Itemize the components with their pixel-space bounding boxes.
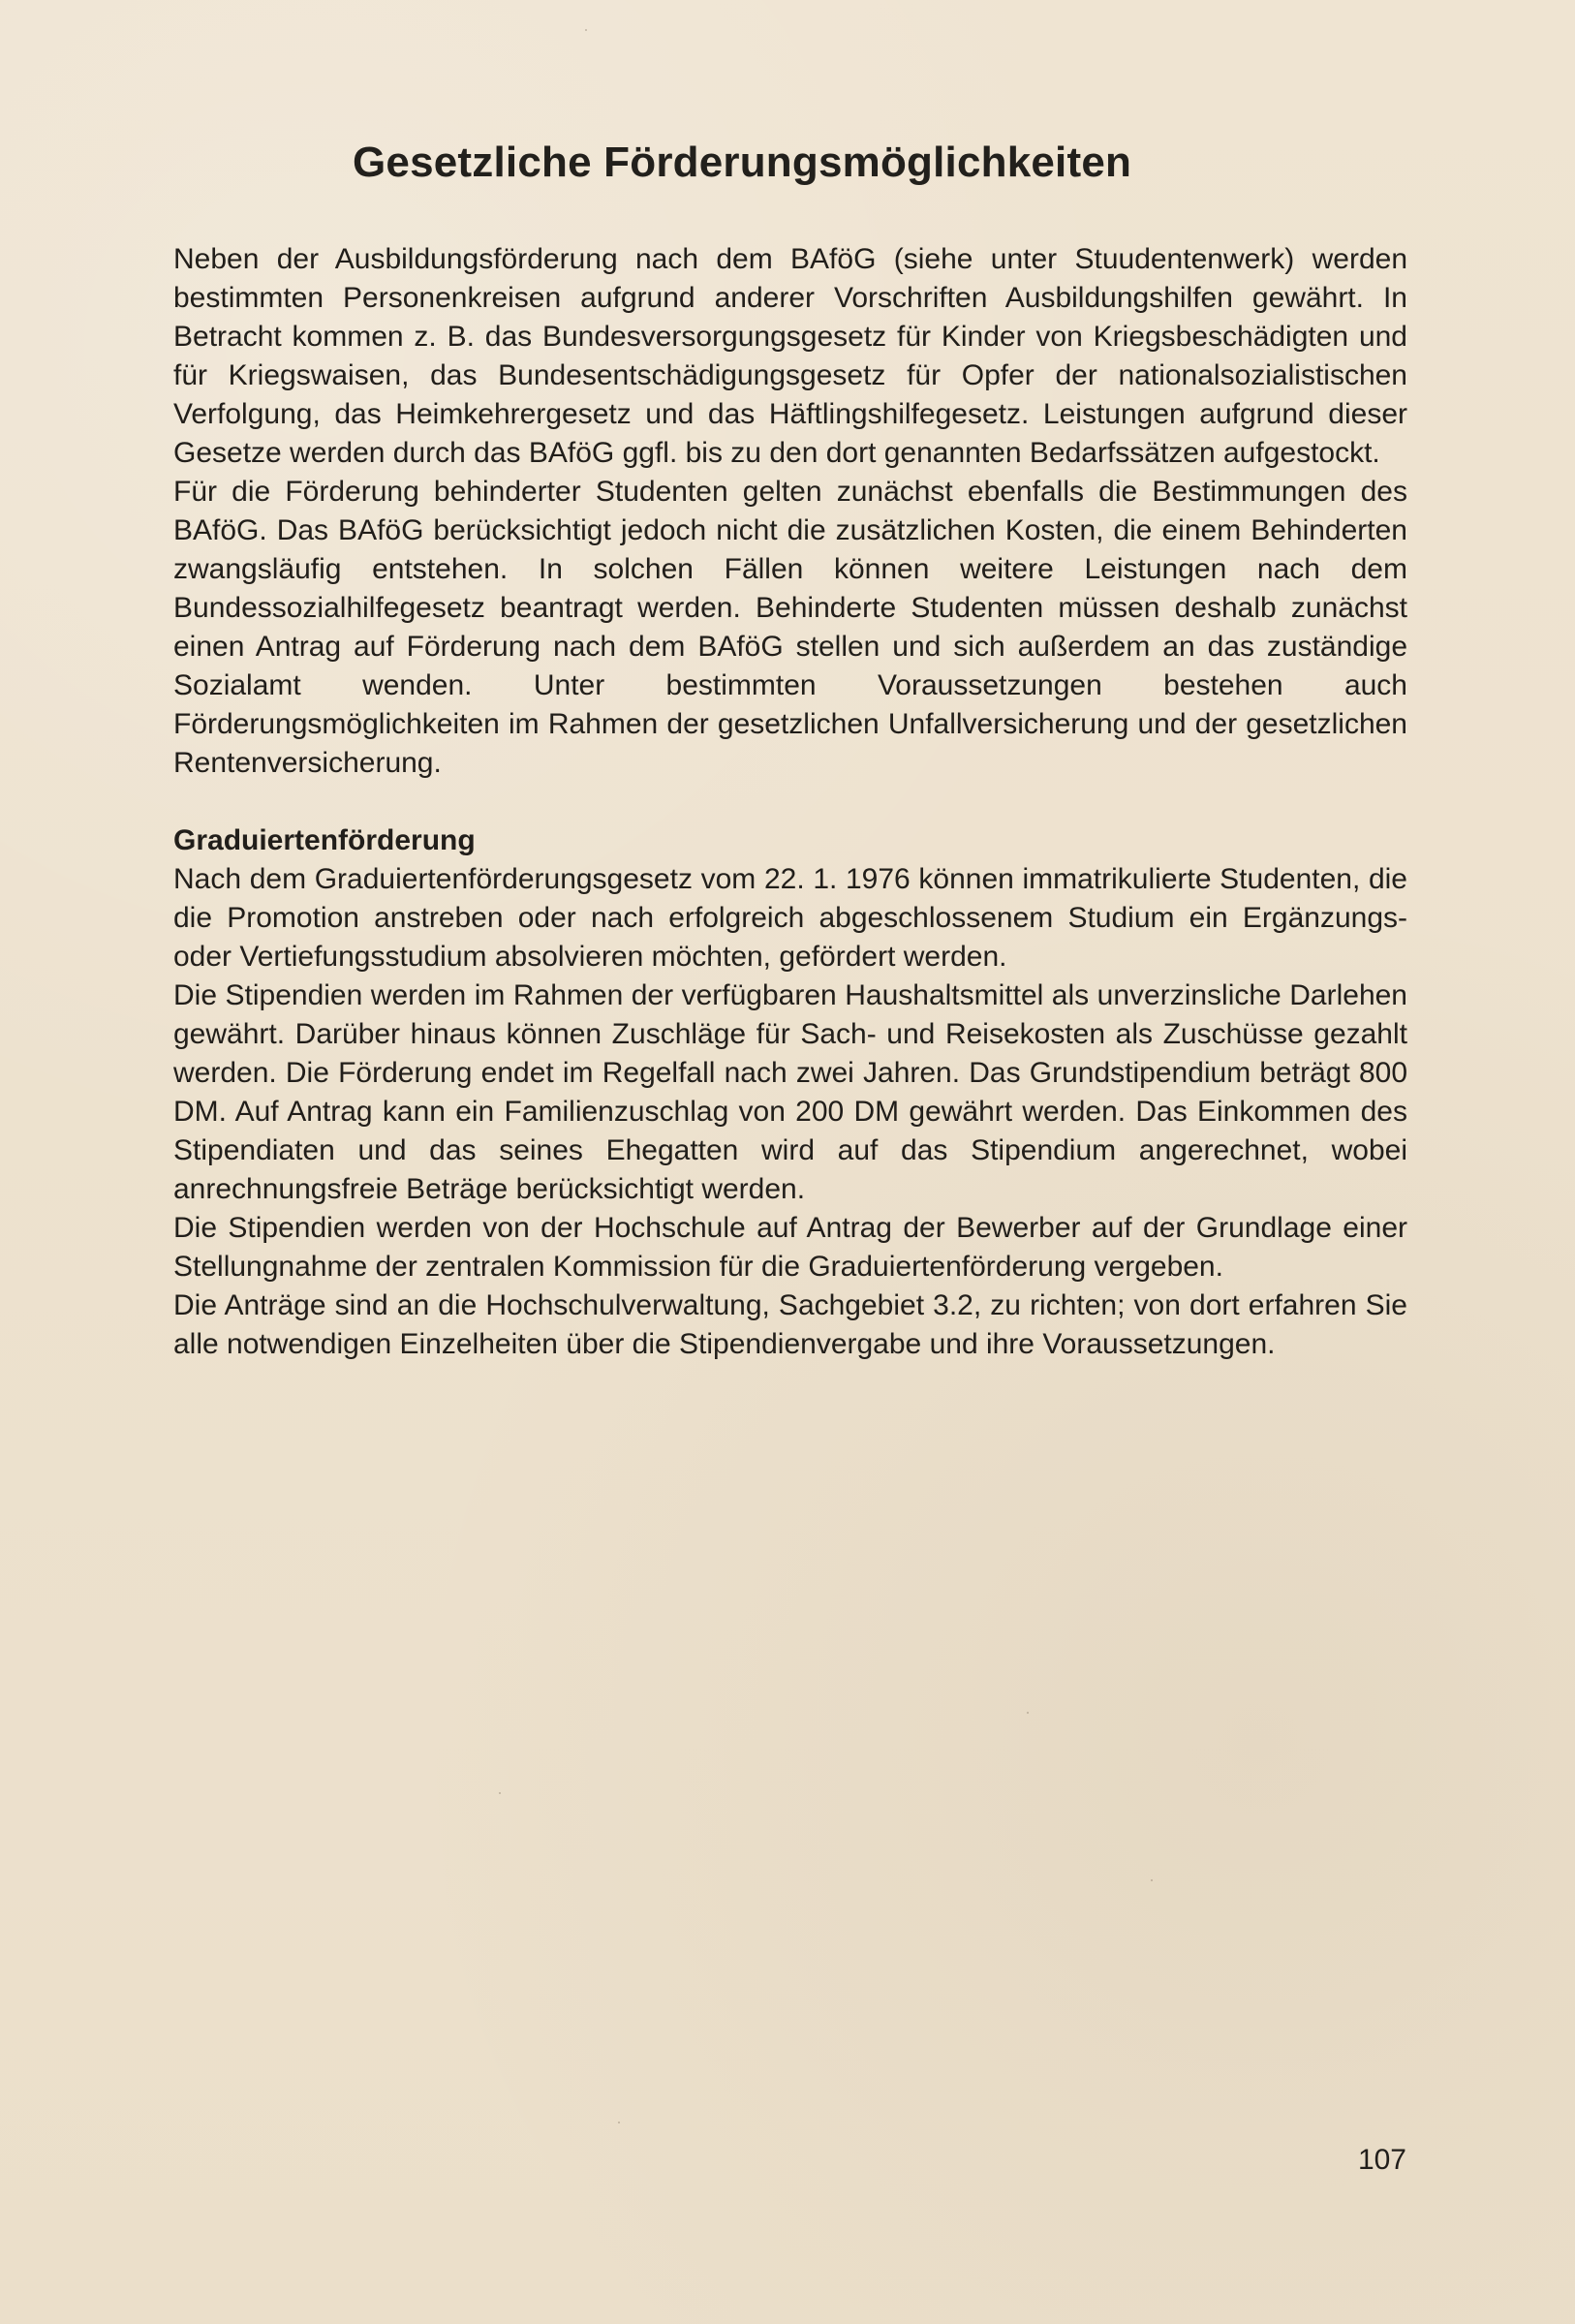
page-number: 107 [1357,2144,1406,2176]
page-title: Gesetzliche Förderungsmöglichkeiten [353,139,1132,186]
paper-speck [618,2122,620,2123]
paper-speck [1027,1712,1029,1714]
graduate-paragraph: Die Stipendien werden im Rahmen der verfügbaren Haushaltsmittel als unverzinsliche Darlehen gewährt. Darüber hinaus können Zuschläge für Sach- und Reisekosten als Zuschüsse gezahlt werden. Die Förderung endet im Regelfall nach zwei Jahren. Das Grundstipendium beträgt 800 DM. Auf Antrag kann ein Familienzuschlag von 200 DM gewährt werden. Das Einkommen des Stipendiaten und das seines Ehegatten wird auf das Stipendium angerechnet, wobei anrechnungsfreie Beträge berücksichtigt werden. [173,979,1407,1205]
graduate-paragraph: Die Anträge sind an die Hochschulverwaltung, Sachgebiet 3.2, zu richten; von dort erfahren Sie alle notwendigen Einzelheiten über die Stipendienvergabe und ihre Voraussetzungen. [173,1289,1407,1360]
document-body [173,240,1407,1364]
graduate-section-heading: Graduiertenförderung [173,824,476,856]
graduate-paragraph: Nach dem Graduiertenförderungsgesetz vom 22. 1. 1976 können immatrikulierte Studenten, die die Promotion anstreben oder nach erfolgreich abgeschlossenem Studium ein Ergänzungs- oder Vertiefungsstudium absolvieren möchten, gefördert werden. [173,863,1407,973]
paper-speck [499,1792,501,1794]
graduate-paragraph: Die Stipendien werden von der Hochschule auf Antrag der Bewerber auf der Grundlage einer Stellungnahme der zentralen Kommission für die Graduiertenförderung vergeben. [173,1212,1407,1283]
disabled-students-paragraph: Für die Förderung behinderter Studenten gelten zunächst ebenfalls die Bestimmungen des BAföG. Das BAföG berücksichtigt jedoch nicht die zusätzlichen Kosten, die einem Behinderten zwangsläufig entstehen. In solchen Fällen können weitere Leistungen nach dem Bundessozialhilfegesetz beantragt werden. Behinderte Studenten müssen deshalb zunächst einen Antrag auf Förderung nach dem BAföG stellen und sich außerdem an das zuständige Sozialamt wenden. Unter bestimmten Voraussetzungen bestehen auch Förderungsmöglichkeiten im Rahmen der gesetzlichen Unfallversicherung und der gesetzlichen Rentenversicherung. [173,476,1407,779]
paper-speck [1151,1879,1153,1881]
paper-speck [585,29,587,31]
intro-paragraph: Neben der Ausbildungsförderung nach dem BAföG (siehe unter Stuudentenwerk) werden bestimmten Personenkreisen aufgrund anderer Vorschriften Ausbildungshilfen gewährt. In Betracht kommen z. B. das Bundesversorgungsgesetz für Kinder von Kriegsbeschädigten und für Kriegswaisen, das Bundesentschädigungsgesetz für Opfer der nationalsozialistischen Verfolgung, das Heimkehrergesetz und das Häftlingshilfegesetz. Leistungen aufgrund dieser Gesetze werden durch das BAföG ggfl. bis zu den dort genannten Bedarfssätzen aufgestockt. [173,243,1407,469]
